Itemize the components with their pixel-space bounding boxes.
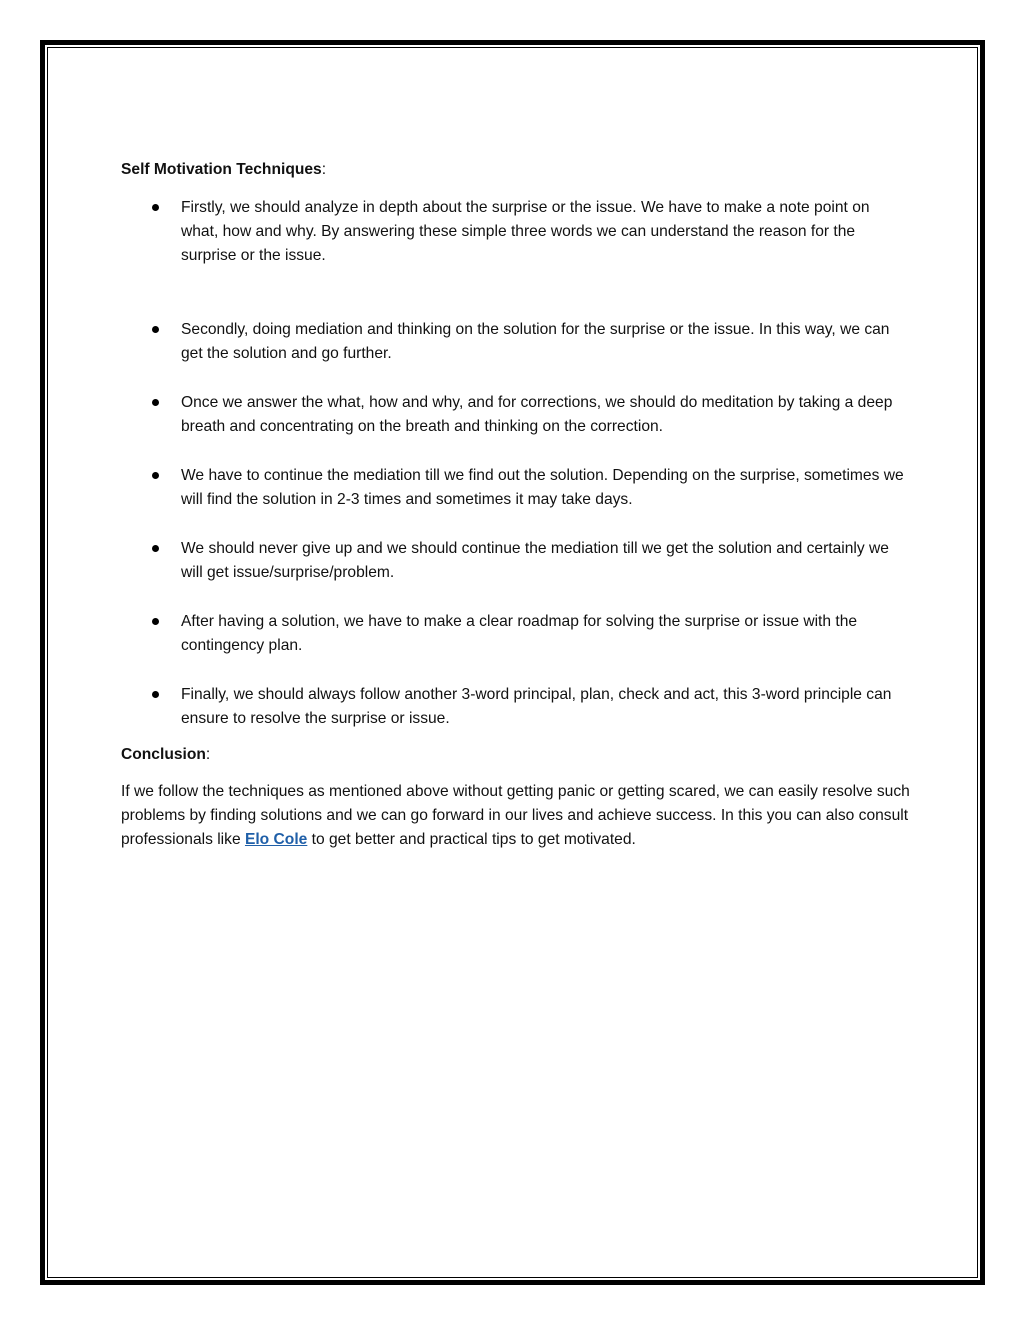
conclusion-title: Conclusion [121, 746, 206, 763]
list-item-text: We have to continue the mediation till we find out the solution. Depending on the surprise, sometimes we will find the solution in 2-3 times and sometimes it may take days. [181, 467, 904, 508]
bullet-icon [152, 472, 159, 479]
list-item-text: After having a solution, we have to make a clear roadmap for solving the surprise or issue with the contingency plan. [181, 613, 858, 654]
list-item-text: Once we answer the what, how and why, and for corrections, we should do meditation by taking a deep breath and concentrating on the breath and thinking on the correction. [181, 394, 893, 435]
section-title-suffix: : [321, 161, 327, 178]
techniques-list [121, 196, 911, 731]
bullet-icon [152, 399, 159, 406]
list-item [121, 537, 911, 585]
list-item [121, 683, 911, 731]
conclusion-heading [121, 743, 911, 767]
bullet-icon [152, 204, 159, 211]
list-item-text: We should never give up and we should continue the mediation till we get the solution and certainly we will get issue/surprise/problem. [181, 540, 889, 581]
list-item [121, 196, 911, 268]
bullet-icon [152, 618, 159, 625]
bullet-icon [152, 691, 159, 698]
bullet-icon [152, 326, 159, 333]
section-heading [121, 158, 911, 182]
list-item-text: Finally, we should always follow another 3-word principal, plan, check and act, this 3-word principle can ensure to resolve the surprise or issue. [181, 686, 892, 727]
section-title: Self Motivation Techniques [121, 161, 322, 178]
list-item-text: Firstly, we should analyze in depth about the surprise or the issue. We have to make a note point on what, how and why. By answering these simple three words we can understand the reason for the surprise or the issue. [181, 199, 870, 264]
conclusion-paragraph [121, 780, 911, 852]
list-item [121, 391, 911, 439]
conclusion-text-before-link: If we follow the techniques as mentioned above without getting panic or getting scared, we can easily resolve such problems by finding solutions and we can go forward in our lives and achieve success. In this you can also consult professionals like [121, 783, 910, 848]
document-content [121, 158, 911, 852]
conclusion-title-suffix: : [205, 746, 211, 763]
list-item [121, 318, 911, 366]
list-item-text: Secondly, doing mediation and thinking on the solution for the surprise or the issue. In this way, we can get the solution and go further. [181, 321, 890, 362]
bullet-icon [152, 545, 159, 552]
list-item [121, 610, 911, 658]
elo-cole-link[interactable]: Elo Cole [244, 831, 308, 848]
conclusion-text-after-link: to get better and practical tips to get motivated. [307, 831, 636, 848]
list-item [121, 464, 911, 512]
